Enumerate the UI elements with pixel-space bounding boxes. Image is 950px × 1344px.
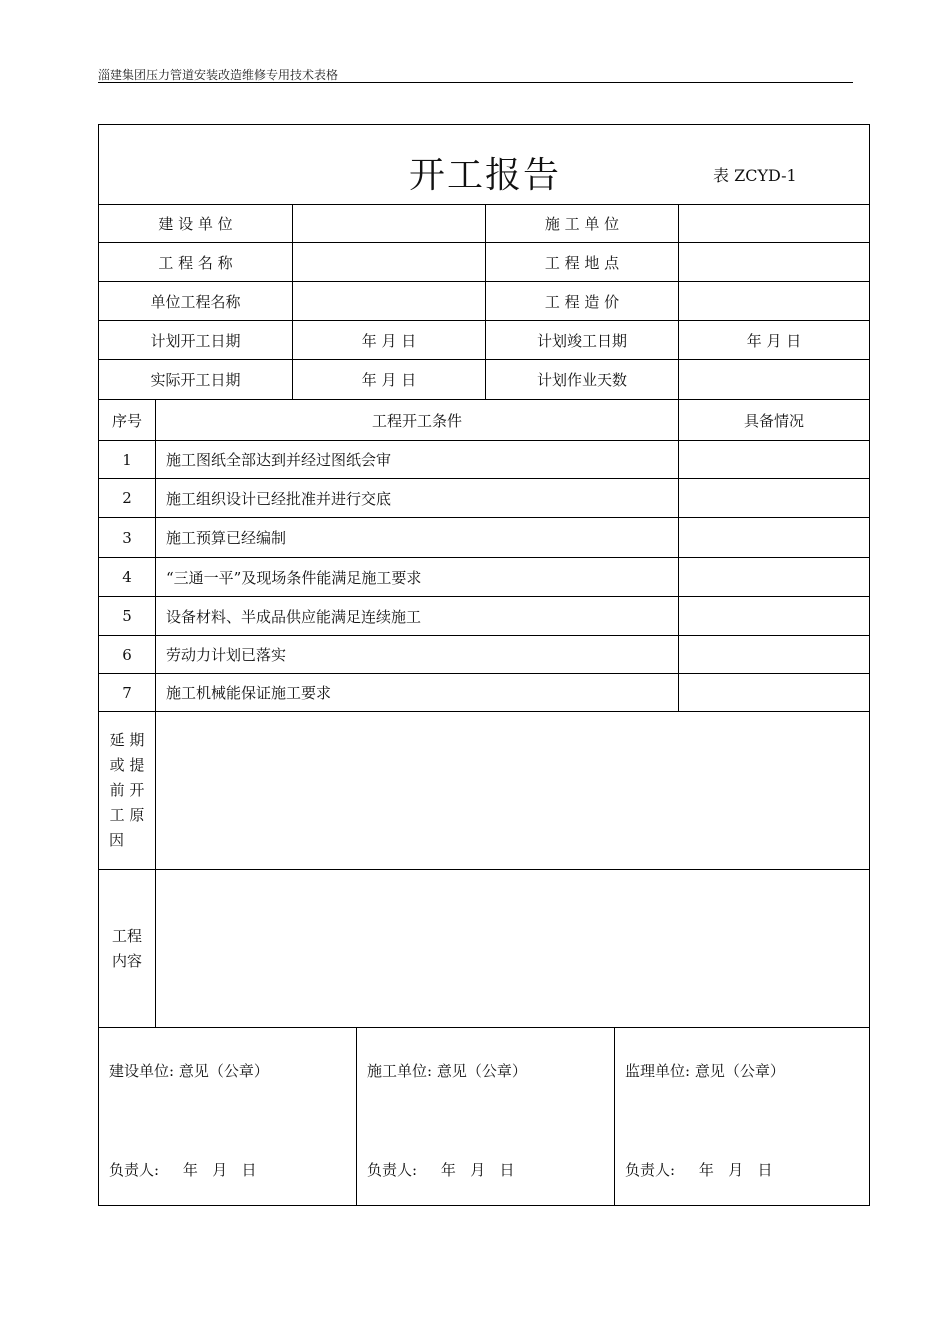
field-planned-completion-date[interactable]: 年 月 日	[678, 320, 869, 359]
table-row-no: 1	[99, 440, 155, 478]
header-divider	[98, 82, 853, 83]
col-header-condition: 工程开工条件	[155, 399, 678, 440]
label-delay-reason	[99, 711, 155, 869]
table-row-status-field[interactable]	[678, 517, 869, 557]
signature-title: 施工单位: 意见（公章）	[367, 1062, 527, 1080]
label-actual-start-date: 实际开工日期	[99, 359, 292, 399]
table-row-condition: 施工机械能保证施工要求	[155, 673, 678, 711]
table-row-no: 5	[99, 596, 155, 635]
label-contractor-unit: 施 工 单 位	[485, 204, 678, 242]
table-row-status-field[interactable]	[678, 440, 869, 478]
table-row-status-field[interactable]	[678, 635, 869, 673]
field-project-location[interactable]	[678, 242, 869, 281]
label-project-content	[99, 869, 155, 1027]
signature-line: 负责人: 年 月 日	[109, 1161, 257, 1179]
label-planned-completion-date: 计划竣工日期	[485, 320, 678, 359]
field-project-cost[interactable]	[678, 281, 869, 320]
table-row-condition: “三通一平”及现场条件能满足施工要求	[155, 557, 678, 596]
project-content-line: 工程	[111, 926, 142, 945]
signature-title: 建设单位: 意见（公章）	[109, 1062, 269, 1080]
table-row-no: 3	[99, 517, 155, 557]
field-planned-work-days[interactable]	[678, 359, 869, 399]
form-code: 表 ZCYD-1	[713, 166, 797, 185]
table-row-status-field[interactable]	[678, 557, 869, 596]
table-row-condition: 施工预算已经编制	[155, 517, 678, 557]
table-row-condition: 劳动力计划已落实	[155, 635, 678, 673]
col-header-no: 序号	[99, 399, 155, 440]
delay-reason-line: 或 提	[109, 756, 145, 774]
signature-block-owner[interactable]	[99, 1027, 356, 1205]
signature-line: 负责人: 年 月 日	[625, 1161, 773, 1179]
delay-reason-line: 前 开	[109, 781, 145, 799]
signature-line: 负责人: 年 月 日	[367, 1161, 515, 1179]
signature-title: 监理单位: 意见（公章）	[625, 1062, 785, 1080]
table-row-status-field[interactable]	[678, 596, 869, 635]
table-row-condition: 设备材料、半成品供应能满足连续施工	[155, 596, 678, 635]
label-planned-start-date: 计划开工日期	[99, 320, 292, 359]
field-construction-unit[interactable]	[292, 204, 485, 242]
table-row-status-field[interactable]	[678, 673, 869, 711]
table-row-condition: 施工图纸全部达到并经过图纸会审	[155, 440, 678, 478]
field-contractor-unit[interactable]	[678, 204, 869, 242]
table-row-no: 7	[99, 673, 155, 711]
col-header-status: 具备情况	[678, 399, 869, 440]
project-content-line: 内容	[111, 951, 142, 970]
form-title: 开工报告	[409, 155, 562, 196]
table-row-status-field[interactable]	[678, 478, 869, 517]
label-project-location: 工 程 地 点	[485, 242, 678, 281]
table-row-no: 4	[99, 557, 155, 596]
document-header: 淄建集团压力管道安装改造维修专用技术表格	[98, 68, 339, 82]
label-project-name: 工 程 名 称	[99, 242, 292, 281]
signature-block-contractor[interactable]	[356, 1027, 614, 1205]
field-unit-project-name[interactable]	[292, 281, 485, 320]
table-row-no: 2	[99, 478, 155, 517]
field-project-name[interactable]	[292, 242, 485, 281]
table-row-condition: 施工组织设计已经批准并进行交底	[155, 478, 678, 517]
delay-reason-line: 延 期	[109, 731, 145, 749]
field-planned-start-date[interactable]: 年 月 日	[292, 320, 485, 359]
field-actual-start-date[interactable]: 年 月 日	[292, 359, 485, 399]
start-report-form	[98, 124, 870, 1206]
signature-block-supervisor[interactable]	[614, 1027, 869, 1205]
delay-reason-line: 因	[109, 831, 125, 849]
field-project-content[interactable]	[155, 869, 869, 1027]
field-delay-reason[interactable]	[155, 711, 869, 869]
label-project-cost: 工 程 造 价	[485, 281, 678, 320]
table-row-no: 6	[99, 635, 155, 673]
label-construction-unit: 建 设 单 位	[99, 204, 292, 242]
delay-reason-line: 工 原	[109, 806, 145, 824]
label-planned-work-days: 计划作业天数	[485, 359, 678, 399]
label-unit-project-name: 单位工程名称	[99, 281, 292, 320]
form-title-row	[99, 125, 869, 204]
